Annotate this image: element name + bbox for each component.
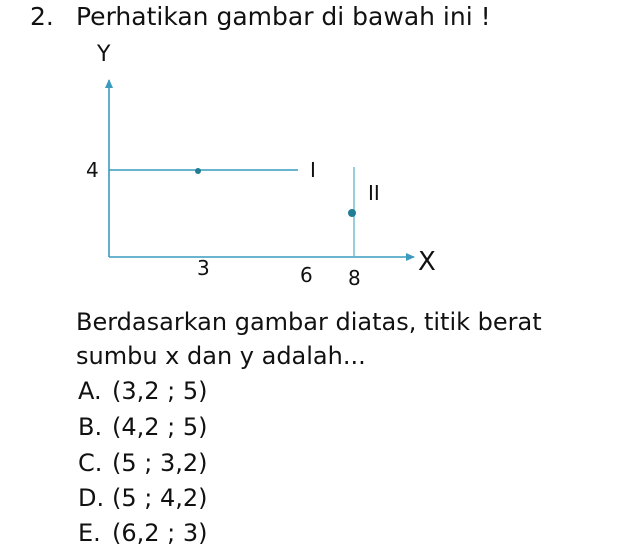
option-letter: C. — [78, 449, 103, 477]
x-tick-8: 8 — [348, 266, 361, 290]
option-letter: E. — [78, 519, 101, 547]
line-ii-centroid-dot — [348, 209, 356, 217]
option-value: (6,2 ; 3) — [112, 519, 208, 547]
y-tick-4: 4 — [86, 158, 99, 182]
x-tick-3: 3 — [197, 256, 210, 280]
line-i-label: I — [310, 158, 316, 182]
question-prompt-line1: Berdasarkan gambar diatas, titik berat — [76, 308, 542, 336]
option-value: (4,2 ; 5) — [112, 413, 208, 441]
y-axis-label: Y — [97, 42, 111, 67]
question-prompt-line2: sumbu x dan y adalah... — [76, 342, 366, 370]
option-value: (5 ; 3,2) — [112, 449, 208, 477]
x-axis-label: X — [418, 247, 436, 277]
option-letter: B. — [78, 413, 103, 441]
question-title: Perhatikan gambar di bawah ini ! — [76, 2, 491, 31]
option-value: (5 ; 4,2) — [112, 484, 208, 512]
question-number: 2. — [30, 2, 54, 31]
option-letter: D. — [78, 484, 105, 512]
option-value: (3,2 ; 5) — [112, 377, 208, 405]
x-tick-6: 6 — [300, 263, 313, 287]
line-ii-label: II — [368, 181, 380, 205]
option-letter: A. — [78, 377, 102, 405]
line-i-centroid-dot — [195, 168, 201, 174]
